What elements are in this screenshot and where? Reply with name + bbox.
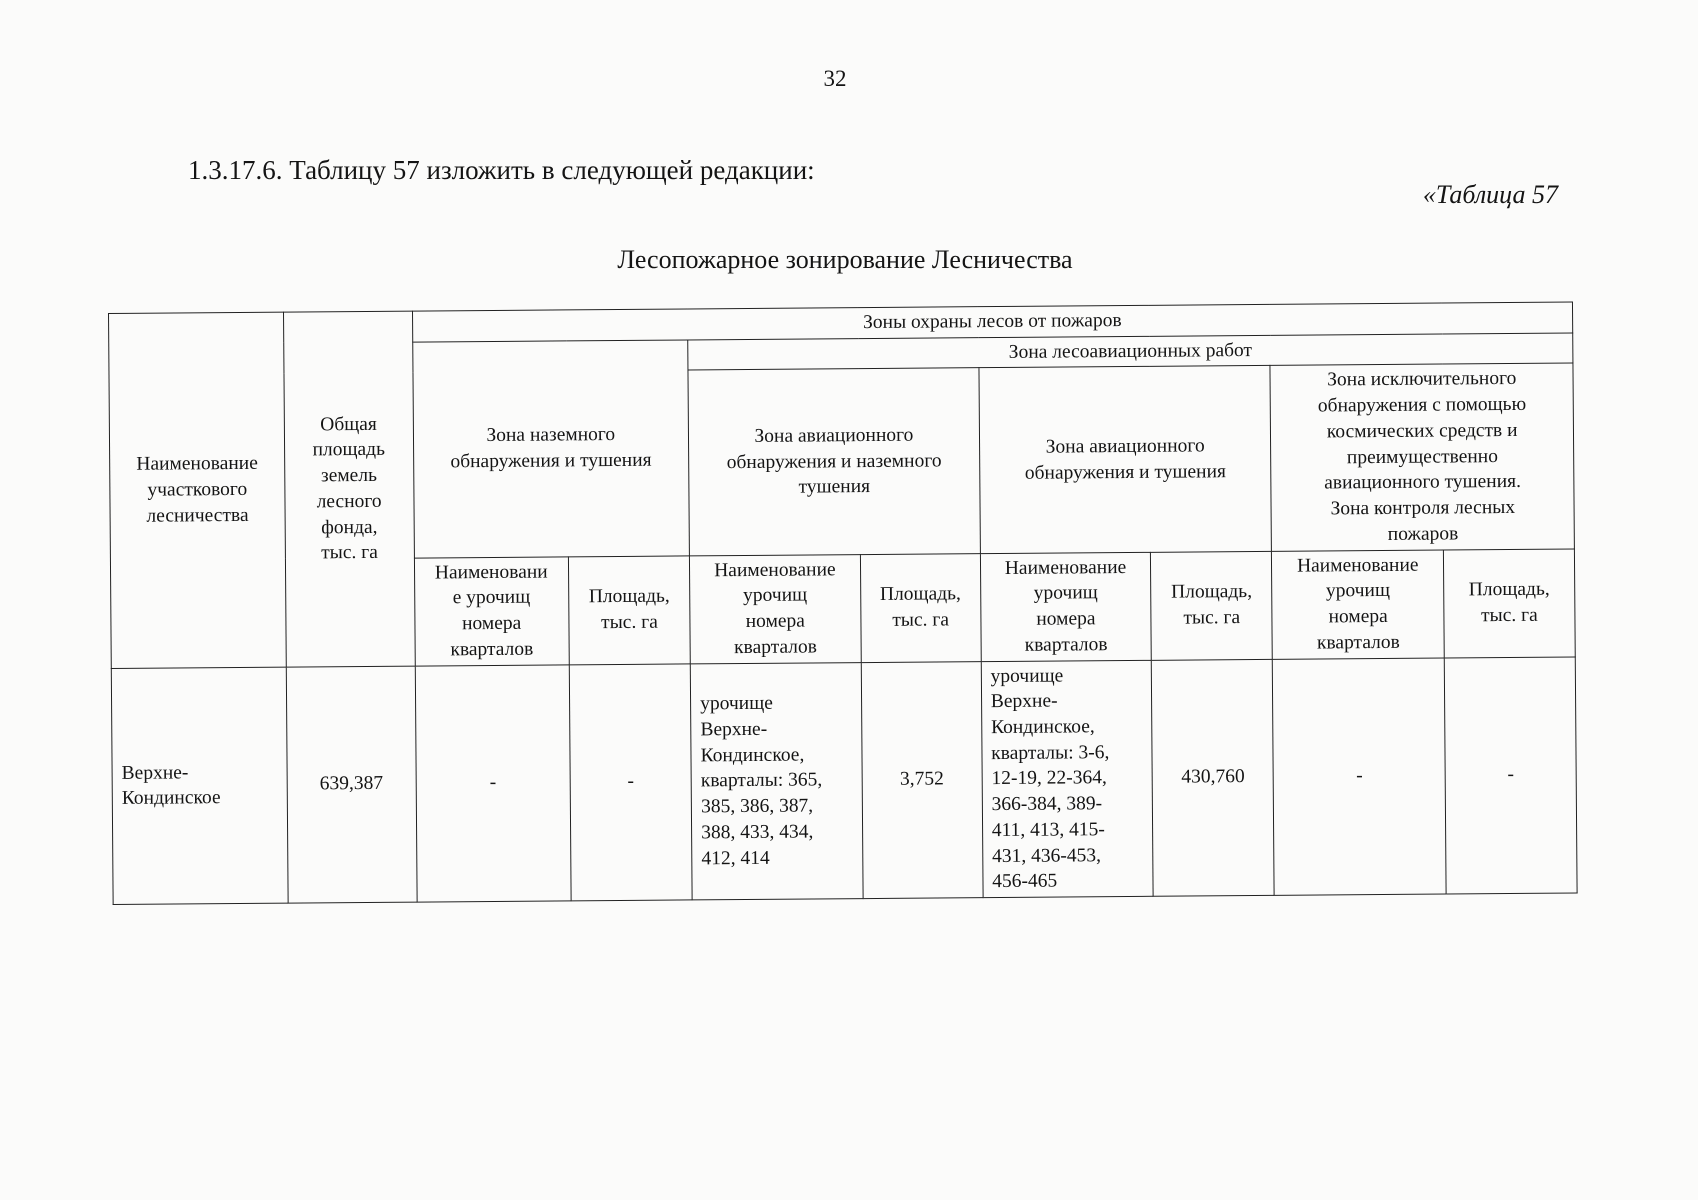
subheader-aviation-area: Площадь, тыс. га xyxy=(1151,551,1273,660)
table-row xyxy=(111,657,1577,905)
header-zone-ground: Зона наземного обнаружения и тушения xyxy=(412,340,689,558)
page-number: 32 xyxy=(823,66,847,91)
subheader-aviation-ground-area: Площадь, тыс. га xyxy=(860,553,981,662)
header-total-area: Общая площадь земель лесного фонда, тыс. га xyxy=(283,311,414,667)
cell-aviation-ground-name: урочище Верхне- Кондинское, кварталы: 365, 385, 386, 387, 388, 433, 434, 412, 414 xyxy=(690,662,862,900)
instruction-text: 1.3.17.6. Таблицу 57 изложить в следующей редакции: xyxy=(188,155,815,185)
subheader-space-name: Наименование урочищ номера кварталов xyxy=(1272,550,1444,659)
fire-zoning-table xyxy=(108,301,1578,905)
cell-ground-area: - xyxy=(569,663,692,901)
subheader-ground-name: Наименовани е урочищ номера кварталов xyxy=(414,557,569,666)
cell-ground-name: - xyxy=(415,664,571,902)
header-protection-zones: Зоны охраны лесов от пожаров xyxy=(412,302,1573,342)
subheader-aviation-ground-name: Наименование урочищ номера кварталов xyxy=(690,554,861,663)
header-zone-space: Зона исключительного обнаружения с помощью космических средств и преимущественно авиационного тушения. Зона контроля лесных пожаров xyxy=(1270,363,1574,551)
header-zone-aviation: Зона авиационного обнаружения и тушения xyxy=(979,366,1272,553)
cell-aviation-ground-area: 3,752 xyxy=(861,661,983,899)
table-label: «Таблица 57 xyxy=(1422,180,1558,209)
header-forestry-name: Наименование участкового лесничества xyxy=(109,312,287,668)
fire-zoning-table-container xyxy=(108,301,1578,905)
subheader-ground-area: Площадь, тыс. га xyxy=(568,556,690,665)
cell-space-name: - xyxy=(1273,658,1446,896)
cell-forestry-name: Верхне- Кондинское xyxy=(111,667,288,905)
cell-space-area: - xyxy=(1444,657,1577,895)
cell-total-area: 639,387 xyxy=(286,666,417,904)
header-aviation-works-zone: Зона лесоавиационных работ xyxy=(688,333,1573,371)
table-title: Лесопожарное зонирование Лесничества xyxy=(617,245,1073,274)
subheader-space-area: Площадь, тыс. га xyxy=(1443,549,1575,658)
subheader-aviation-name: Наименование урочищ номера кварталов xyxy=(980,552,1151,661)
cell-aviation-name: урочище Верхне- Кондинское, кварталы: 3-6, 12-19, 22-364, 366-384, 389- 411, 413, 415- 431, 436-453, 456-465 xyxy=(981,660,1153,898)
cell-aviation-area: 430,760 xyxy=(1152,659,1275,897)
header-zone-aviation-ground: Зона авиационного обнаружения и наземного тушения xyxy=(688,368,980,555)
